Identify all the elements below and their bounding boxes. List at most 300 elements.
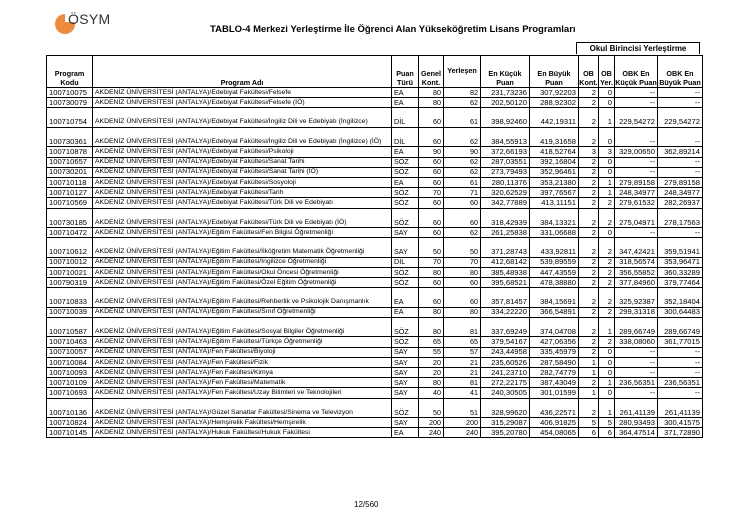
row-program-code: 100710145 [47, 428, 93, 438]
row-ob-kont: 2 [578, 337, 598, 347]
row-en-buyuk: 433,92811 [529, 238, 578, 258]
row-genel-kont: 90 [419, 147, 444, 157]
row-yerlesen: 62 [443, 98, 480, 108]
row-ob-kont: 2 [578, 108, 598, 128]
row-ob-yer: 3 [598, 147, 614, 157]
row-ob-kont: 2 [578, 317, 598, 337]
row-puan-turu: SAY [392, 347, 419, 357]
row-program-name: AKDENİZ ÜNİVERSİTESİ (ANTALYA)/Eğitim Fakültesi/İlköğretim Matematik Öğretmenliği [93, 238, 392, 258]
table-row [47, 167, 703, 177]
col-en-buyuk-puan: En Büyük Puan [529, 56, 578, 88]
row-genel-kont: 60 [419, 228, 444, 238]
row-ob-kont: 2 [578, 157, 598, 167]
row-program-name: AKDENİZ ÜNİVERSİTESİ (ANTALYA)/Eğitim Fakültesi/Fen Bilgisi Öğretmenliği [93, 228, 392, 238]
row-en-buyuk: 427,06356 [529, 337, 578, 347]
row-puan-turu: SÖZ [392, 167, 419, 177]
row-ob-kont: 2 [578, 88, 598, 98]
row-program-code: 100730201 [47, 167, 93, 177]
row-program-code: 100710463 [47, 337, 93, 347]
row-obk-en-kucuk: 338,08060 [614, 337, 657, 347]
row-en-buyuk: 384,15691 [529, 288, 578, 308]
row-genel-kont: 70 [419, 188, 444, 198]
row-obk-en-kucuk: 318,56574 [614, 257, 657, 267]
row-puan-turu: SAY [392, 357, 419, 367]
row-puan-turu: SAY [392, 378, 419, 388]
row-en-buyuk: 287,58490 [529, 357, 578, 367]
row-obk-en-buyuk: -- [657, 368, 702, 378]
row-genel-kont: 60 [419, 177, 444, 187]
row-obk-en-kucuk: 356,55852 [614, 267, 657, 277]
row-ob-kont: 2 [578, 238, 598, 258]
table-row [47, 157, 703, 167]
table-row [47, 388, 703, 398]
row-program-code: 100710569 [47, 198, 93, 208]
row-en-kucuk: 337,69249 [480, 317, 529, 337]
row-genel-kont: 60 [419, 127, 444, 147]
row-ob-kont: 2 [578, 398, 598, 418]
row-obk-en-buyuk: 300,64483 [657, 307, 702, 317]
row-obk-en-buyuk: -- [657, 167, 702, 177]
row-en-buyuk: 387,43049 [529, 378, 578, 388]
table-row [47, 317, 703, 337]
row-program-code: 100710824 [47, 418, 93, 428]
row-program-name: AKDENİZ ÜNİVERSİTESİ (ANTALYA)/Edebiyat Fakültesi/Tarih [93, 188, 392, 198]
row-obk-en-buyuk: -- [657, 388, 702, 398]
row-obk-en-buyuk: -- [657, 357, 702, 367]
row-yerlesen: 62 [443, 127, 480, 147]
row-obk-en-buyuk: 236,56351 [657, 378, 702, 388]
col-obk-en-kucuk: OBK En Küçük Puan [614, 56, 657, 88]
row-obk-en-kucuk: 248,34977 [614, 188, 657, 198]
row-obk-en-kucuk: -- [614, 228, 657, 238]
row-yerlesen: 60 [443, 278, 480, 288]
row-genel-kont: 60 [419, 157, 444, 167]
row-obk-en-kucuk: -- [614, 157, 657, 167]
row-ob-yer: 0 [598, 388, 614, 398]
row-ob-yer: 2 [598, 288, 614, 308]
row-puan-turu: SÖZ [392, 278, 419, 288]
row-obk-en-buyuk: 248,34977 [657, 188, 702, 198]
row-program-code: 100790319 [47, 278, 93, 288]
row-yerlesen: 60 [443, 198, 480, 208]
table-row [47, 418, 703, 428]
table-row [47, 208, 703, 228]
row-genel-kont: 55 [419, 347, 444, 357]
row-yerlesen: 62 [443, 167, 480, 177]
row-program-name: AKDENİZ ÜNİVERSİTESİ (ANTALYA)/Eğitim Fakültesi/Türkçe Öğretmenliği [93, 337, 392, 347]
row-ob-yer: 1 [598, 177, 614, 187]
row-en-buyuk: 413,11151 [529, 198, 578, 208]
row-yerlesen: 240 [443, 428, 480, 438]
row-genel-kont: 80 [419, 88, 444, 98]
row-ob-yer: 2 [598, 278, 614, 288]
logo-text: ÖSYM [68, 11, 111, 27]
row-yerlesen: 60 [443, 288, 480, 308]
row-en-kucuk: 273,79493 [480, 167, 529, 177]
row-ob-yer: 0 [598, 357, 614, 367]
row-program-code: 100710833 [47, 288, 93, 308]
row-en-buyuk: 384,13321 [529, 208, 578, 228]
row-obk-en-buyuk: 379,77464 [657, 278, 702, 288]
row-program-code: 100710118 [47, 177, 93, 187]
row-en-kucuk: 318,42939 [480, 208, 529, 228]
row-puan-turu: EA [392, 98, 419, 108]
row-yerlesen: 51 [443, 398, 480, 418]
table-row [47, 147, 703, 157]
row-en-kucuk: 287,03551 [480, 157, 529, 167]
row-obk-en-kucuk: 347,42421 [614, 238, 657, 258]
row-program-code: 100710084 [47, 357, 93, 367]
row-en-buyuk: 353,21380 [529, 177, 578, 187]
row-obk-en-buyuk: -- [657, 347, 702, 357]
row-obk-en-buyuk: -- [657, 127, 702, 147]
row-en-kucuk: 261,25838 [480, 228, 529, 238]
col-genel-kont: Genel Kont. [419, 56, 444, 88]
row-en-buyuk: 442,19311 [529, 108, 578, 128]
table-row [47, 238, 703, 258]
row-ob-yer: 1 [598, 398, 614, 418]
row-obk-en-kucuk: 364,47514 [614, 428, 657, 438]
row-obk-en-kucuk: 279,61532 [614, 198, 657, 208]
row-ob-yer: 5 [598, 418, 614, 428]
row-genel-kont: 60 [419, 108, 444, 128]
row-en-kucuk: 235,60526 [480, 357, 529, 367]
table-row [47, 398, 703, 418]
col-ob-yer: OB Yer. [598, 56, 614, 88]
row-genel-kont: 70 [419, 257, 444, 267]
row-program-code: 100730079 [47, 98, 93, 108]
row-genel-kont: 80 [419, 378, 444, 388]
row-program-name: AKDENİZ ÜNİVERSİTESİ (ANTALYA)/Edebiyat Fakültesi/Felsefe [93, 88, 392, 98]
row-ob-kont: 1 [578, 368, 598, 378]
row-obk-en-kucuk: -- [614, 368, 657, 378]
row-ob-kont: 2 [578, 378, 598, 388]
row-en-kucuk: 328,99620 [480, 398, 529, 418]
row-program-name: AKDENİZ ÜNİVERSİTESİ (ANTALYA)/Fen Fakültesi/Biyoloji [93, 347, 392, 357]
row-program-name: AKDENİZ ÜNİVERSİTESİ (ANTALYA)/Edebiyat Fakültesi/Sanat Tarihi [93, 157, 392, 167]
row-ob-yer: 1 [598, 378, 614, 388]
row-ob-yer: 2 [598, 238, 614, 258]
row-program-name: AKDENİZ ÜNİVERSİTESİ (ANTALYA)/Edebiyat Fakültesi/Psikoloji [93, 147, 392, 157]
row-ob-kont: 3 [578, 147, 598, 157]
row-obk-en-kucuk: -- [614, 98, 657, 108]
row-obk-en-kucuk: 280,93493 [614, 418, 657, 428]
row-ob-yer: 2 [598, 267, 614, 277]
row-ob-kont: 2 [578, 267, 598, 277]
row-obk-en-kucuk: 261,41139 [614, 398, 657, 418]
row-ob-kont: 6 [578, 428, 598, 438]
row-en-buyuk: 539,89559 [529, 257, 578, 267]
row-yerlesen: 62 [443, 228, 480, 238]
row-puan-turu: SÖZ [392, 208, 419, 228]
row-genel-kont: 60 [419, 208, 444, 228]
row-program-name: AKDENİZ ÜNİVERSİTESİ (ANTALYA)/Eğitim Fakültesi/Sosyal Bilgiler Öğretmenliği [93, 317, 392, 337]
row-genel-kont: 80 [419, 98, 444, 108]
row-puan-turu: DİL [392, 257, 419, 267]
row-ob-yer: 0 [598, 167, 614, 177]
row-ob-kont: 2 [578, 228, 598, 238]
row-program-code: 100710657 [47, 157, 93, 167]
row-puan-turu: SAY [392, 238, 419, 258]
row-en-kucuk: 398,92460 [480, 108, 529, 128]
row-program-code: 100710109 [47, 378, 93, 388]
row-genel-kont: 80 [419, 307, 444, 317]
row-ob-kont: 2 [578, 188, 598, 198]
row-en-buyuk: 366,54891 [529, 307, 578, 317]
row-ob-kont: 2 [578, 347, 598, 357]
row-obk-en-kucuk: 236,56351 [614, 378, 657, 388]
row-en-kucuk: 395,68521 [480, 278, 529, 288]
row-genel-kont: 80 [419, 317, 444, 337]
table-row [47, 198, 703, 208]
row-puan-turu: EA [392, 288, 419, 308]
row-program-name: AKDENİZ ÜNİVERSİTESİ (ANTALYA)/Fen Fakültesi/Uzay Bilimleri ve Teknolojileri [93, 388, 392, 398]
row-program-name: AKDENİZ ÜNİVERSİTESİ (ANTALYA)/Eğitim Fakültesi/Sınıf Öğretmenliği [93, 307, 392, 317]
row-en-kucuk: 241,23710 [480, 368, 529, 378]
row-yerlesen: 62 [443, 157, 480, 167]
row-en-kucuk: 371,28743 [480, 238, 529, 258]
table-row [47, 127, 703, 147]
row-program-code: 100710754 [47, 108, 93, 128]
row-en-buyuk: 335,45979 [529, 347, 578, 357]
row-en-kucuk: 202,50120 [480, 98, 529, 108]
row-program-code: 100730361 [47, 127, 93, 147]
row-en-buyuk: 418,52764 [529, 147, 578, 157]
row-puan-turu: SÖZ [392, 337, 419, 347]
table-row [47, 88, 703, 98]
row-en-buyuk: 288,92302 [529, 98, 578, 108]
row-obk-en-buyuk: 279,89158 [657, 177, 702, 187]
row-ob-kont: 2 [578, 257, 598, 267]
col-program-adi: Program Adı [93, 56, 392, 88]
row-yerlesen: 57 [443, 347, 480, 357]
row-obk-en-kucuk: -- [614, 347, 657, 357]
row-genel-kont: 20 [419, 357, 444, 367]
row-ob-yer: 2 [598, 257, 614, 267]
row-puan-turu: SÖZ [392, 317, 419, 337]
ob-group-header: Okul Birincisi Yerleştirme [576, 42, 700, 54]
row-program-name: AKDENİZ ÜNİVERSİTESİ (ANTALYA)/Fen Fakültesi/Kimya [93, 368, 392, 378]
row-en-buyuk: 447,43559 [529, 267, 578, 277]
row-en-kucuk: 412,68142 [480, 257, 529, 267]
row-en-kucuk: 357,81457 [480, 288, 529, 308]
row-puan-turu: SÖZ [392, 398, 419, 418]
row-program-name: AKDENİZ ÜNİVERSİTESİ (ANTALYA)/Edebiyat Fakültesi/İngiliz Dili ve Edebiyatı (İngilizce) [93, 108, 392, 128]
row-en-buyuk: 397,76567 [529, 188, 578, 198]
row-yerlesen: 81 [443, 317, 480, 337]
row-en-kucuk: 372,66193 [480, 147, 529, 157]
row-program-name: AKDENİZ ÜNİVERSİTESİ (ANTALYA)/Hukuk Fakültesi/Hukuk Fakültesi [93, 428, 392, 438]
table-row [47, 257, 703, 267]
table-row [47, 368, 703, 378]
row-puan-turu: EA [392, 147, 419, 157]
row-en-kucuk: 334,22220 [480, 307, 529, 317]
row-obk-en-buyuk: 359,51941 [657, 238, 702, 258]
row-yerlesen: 65 [443, 337, 480, 347]
row-program-name: AKDENİZ ÜNİVERSİTESİ (ANTALYA)/Edebiyat Fakültesi/Türk Dili ve Edebiyatı (İÖ) [93, 208, 392, 228]
row-en-kucuk: 315,29087 [480, 418, 529, 428]
row-obk-en-buyuk: 261,41139 [657, 398, 702, 418]
row-puan-turu: SÖZ [392, 188, 419, 198]
row-obk-en-buyuk: 371,72890 [657, 428, 702, 438]
row-genel-kont: 60 [419, 198, 444, 208]
row-yerlesen: 200 [443, 418, 480, 428]
row-genel-kont: 20 [419, 368, 444, 378]
row-genel-kont: 60 [419, 167, 444, 177]
row-yerlesen: 60 [443, 208, 480, 228]
row-ob-yer: 1 [598, 317, 614, 337]
row-en-kucuk: 320,62529 [480, 188, 529, 198]
row-obk-en-kucuk: 279,89158 [614, 177, 657, 187]
row-puan-turu: DİL [392, 127, 419, 147]
row-obk-en-kucuk: 329,00650 [614, 147, 657, 157]
row-program-code: 100710021 [47, 267, 93, 277]
table-row [47, 357, 703, 367]
row-ob-yer: 0 [598, 88, 614, 98]
row-puan-turu: DİL [392, 108, 419, 128]
row-en-kucuk: 395,20780 [480, 428, 529, 438]
row-obk-en-kucuk: -- [614, 357, 657, 367]
row-obk-en-buyuk: 289,66749 [657, 317, 702, 337]
row-en-kucuk: 243,44958 [480, 347, 529, 357]
row-ob-kont: 5 [578, 418, 598, 428]
row-puan-turu: EA [392, 428, 419, 438]
row-obk-en-kucuk: -- [614, 88, 657, 98]
row-genel-kont: 65 [419, 337, 444, 347]
row-ob-yer: 0 [598, 347, 614, 357]
row-program-name: AKDENİZ ÜNİVERSİTESİ (ANTALYA)/Eğitim Fakültesi/İngilizce Öğretmenliği [93, 257, 392, 267]
row-yerlesen: 21 [443, 368, 480, 378]
row-yerlesen: 90 [443, 147, 480, 157]
row-program-name: AKDENİZ ÜNİVERSİTESİ (ANTALYA)/Edebiyat Fakültesi/Felsefe (İÖ) [93, 98, 392, 108]
row-puan-turu: SÖZ [392, 198, 419, 208]
row-program-code: 100710472 [47, 228, 93, 238]
row-en-buyuk: 436,22571 [529, 398, 578, 418]
row-program-code: 100710693 [47, 388, 93, 398]
row-program-code: 100710127 [47, 188, 93, 198]
row-puan-turu: SÖZ [392, 157, 419, 167]
table-row [47, 188, 703, 198]
row-en-buyuk: 374,04708 [529, 317, 578, 337]
row-ob-yer: 0 [598, 368, 614, 378]
table-row [47, 337, 703, 347]
row-program-name: AKDENİZ ÜNİVERSİTESİ (ANTALYA)/Edebiyat Fakültesi/İngiliz Dili ve Edebiyatı (İngilizce) (İÖ) [93, 127, 392, 147]
row-en-kucuk: 379,54167 [480, 337, 529, 347]
col-puan-turu: Puan Türü [392, 56, 419, 88]
row-obk-en-buyuk: 362,89214 [657, 147, 702, 157]
row-ob-yer: 2 [598, 307, 614, 317]
row-ob-yer: 2 [598, 208, 614, 228]
row-genel-kont: 60 [419, 278, 444, 288]
row-ob-yer: 0 [598, 228, 614, 238]
row-ob-kont: 2 [578, 307, 598, 317]
page-number: 12/560 [354, 500, 379, 509]
table-row [47, 347, 703, 357]
row-yerlesen: 41 [443, 388, 480, 398]
row-obk-en-kucuk: 229,54272 [614, 108, 657, 128]
row-en-kucuk: 240,30505 [480, 388, 529, 398]
row-obk-en-buyuk: 300,41575 [657, 418, 702, 428]
row-en-kucuk: 385,48938 [480, 267, 529, 277]
row-genel-kont: 50 [419, 398, 444, 418]
row-ob-yer: 2 [598, 198, 614, 208]
row-puan-turu: SAY [392, 368, 419, 378]
row-obk-en-kucuk: 289,66749 [614, 317, 657, 337]
row-yerlesen: 80 [443, 307, 480, 317]
row-program-code: 100710587 [47, 317, 93, 337]
row-program-code: 100710136 [47, 398, 93, 418]
row-yerlesen: 70 [443, 257, 480, 267]
header-row [47, 56, 703, 88]
col-yerlesen: Yerleşen [443, 56, 480, 88]
row-obk-en-kucuk: 377,84960 [614, 278, 657, 288]
table-row [47, 428, 703, 438]
row-obk-en-buyuk: -- [657, 157, 702, 167]
row-ob-kont: 2 [578, 167, 598, 177]
row-puan-turu: SAY [392, 388, 419, 398]
col-en-kucuk-puan: En Küçük Puan [480, 56, 529, 88]
row-program-code: 100710075 [47, 88, 93, 98]
row-en-buyuk: 331,06688 [529, 228, 578, 238]
row-ob-yer: 0 [598, 157, 614, 167]
table-row [47, 177, 703, 187]
row-genel-kont: 50 [419, 238, 444, 258]
table-row [47, 378, 703, 388]
row-puan-turu: EA [392, 88, 419, 98]
row-obk-en-buyuk: -- [657, 88, 702, 98]
row-ob-kont: 2 [578, 278, 598, 288]
row-obk-en-buyuk: 352,18404 [657, 288, 702, 308]
row-ob-kont: 2 [578, 288, 598, 308]
row-obk-en-kucuk: 299,31318 [614, 307, 657, 317]
row-program-name: AKDENİZ ÜNİVERSİTESİ (ANTALYA)/Fen Fakültesi/Matematik [93, 378, 392, 388]
row-en-buyuk: 392,16804 [529, 157, 578, 167]
col-obk-en-buyuk: OBK En Büyük Puan [657, 56, 702, 88]
row-obk-en-buyuk: 361,77015 [657, 337, 702, 347]
row-ob-yer: 6 [598, 428, 614, 438]
table-row [47, 278, 703, 288]
row-obk-en-buyuk: 282,26937 [657, 198, 702, 208]
row-genel-kont: 60 [419, 288, 444, 308]
row-ob-yer: 0 [598, 98, 614, 108]
row-obk-en-buyuk: 229,54272 [657, 108, 702, 128]
row-en-buyuk: 301,01599 [529, 388, 578, 398]
row-program-code: 100710057 [47, 347, 93, 357]
row-program-name: AKDENİZ ÜNİVERSİTESİ (ANTALYA)/Eğitim Fakültesi/Özel Eğitim Öğretmenliği [93, 278, 392, 288]
row-obk-en-kucuk: -- [614, 388, 657, 398]
row-obk-en-buyuk: 360,33289 [657, 267, 702, 277]
row-en-kucuk: 280,11376 [480, 177, 529, 187]
row-program-code: 100710012 [47, 257, 93, 267]
row-yerlesen: 21 [443, 357, 480, 367]
row-genel-kont: 240 [419, 428, 444, 438]
row-program-name: AKDENİZ ÜNİVERSİTESİ (ANTALYA)/Edebiyat Fakültesi/Sosyoloji [93, 177, 392, 187]
table-row [47, 108, 703, 128]
row-en-buyuk: 454,08065 [529, 428, 578, 438]
col-program-kodu: Program Kodu [47, 56, 93, 88]
row-obk-en-buyuk: -- [657, 228, 702, 238]
row-en-kucuk: 272,22175 [480, 378, 529, 388]
programs-table [46, 55, 703, 438]
row-genel-kont: 40 [419, 388, 444, 398]
table-row [47, 288, 703, 308]
row-program-name: AKDENİZ ÜNİVERSİTESİ (ANTALYA)/Güzel Sanatlar Fakültesi/Sinema ve Televizyon [93, 398, 392, 418]
row-ob-kont: 2 [578, 198, 598, 208]
row-yerlesen: 61 [443, 108, 480, 128]
row-obk-en-kucuk: -- [614, 127, 657, 147]
row-yerlesen: 61 [443, 177, 480, 187]
row-yerlesen: 50 [443, 238, 480, 258]
